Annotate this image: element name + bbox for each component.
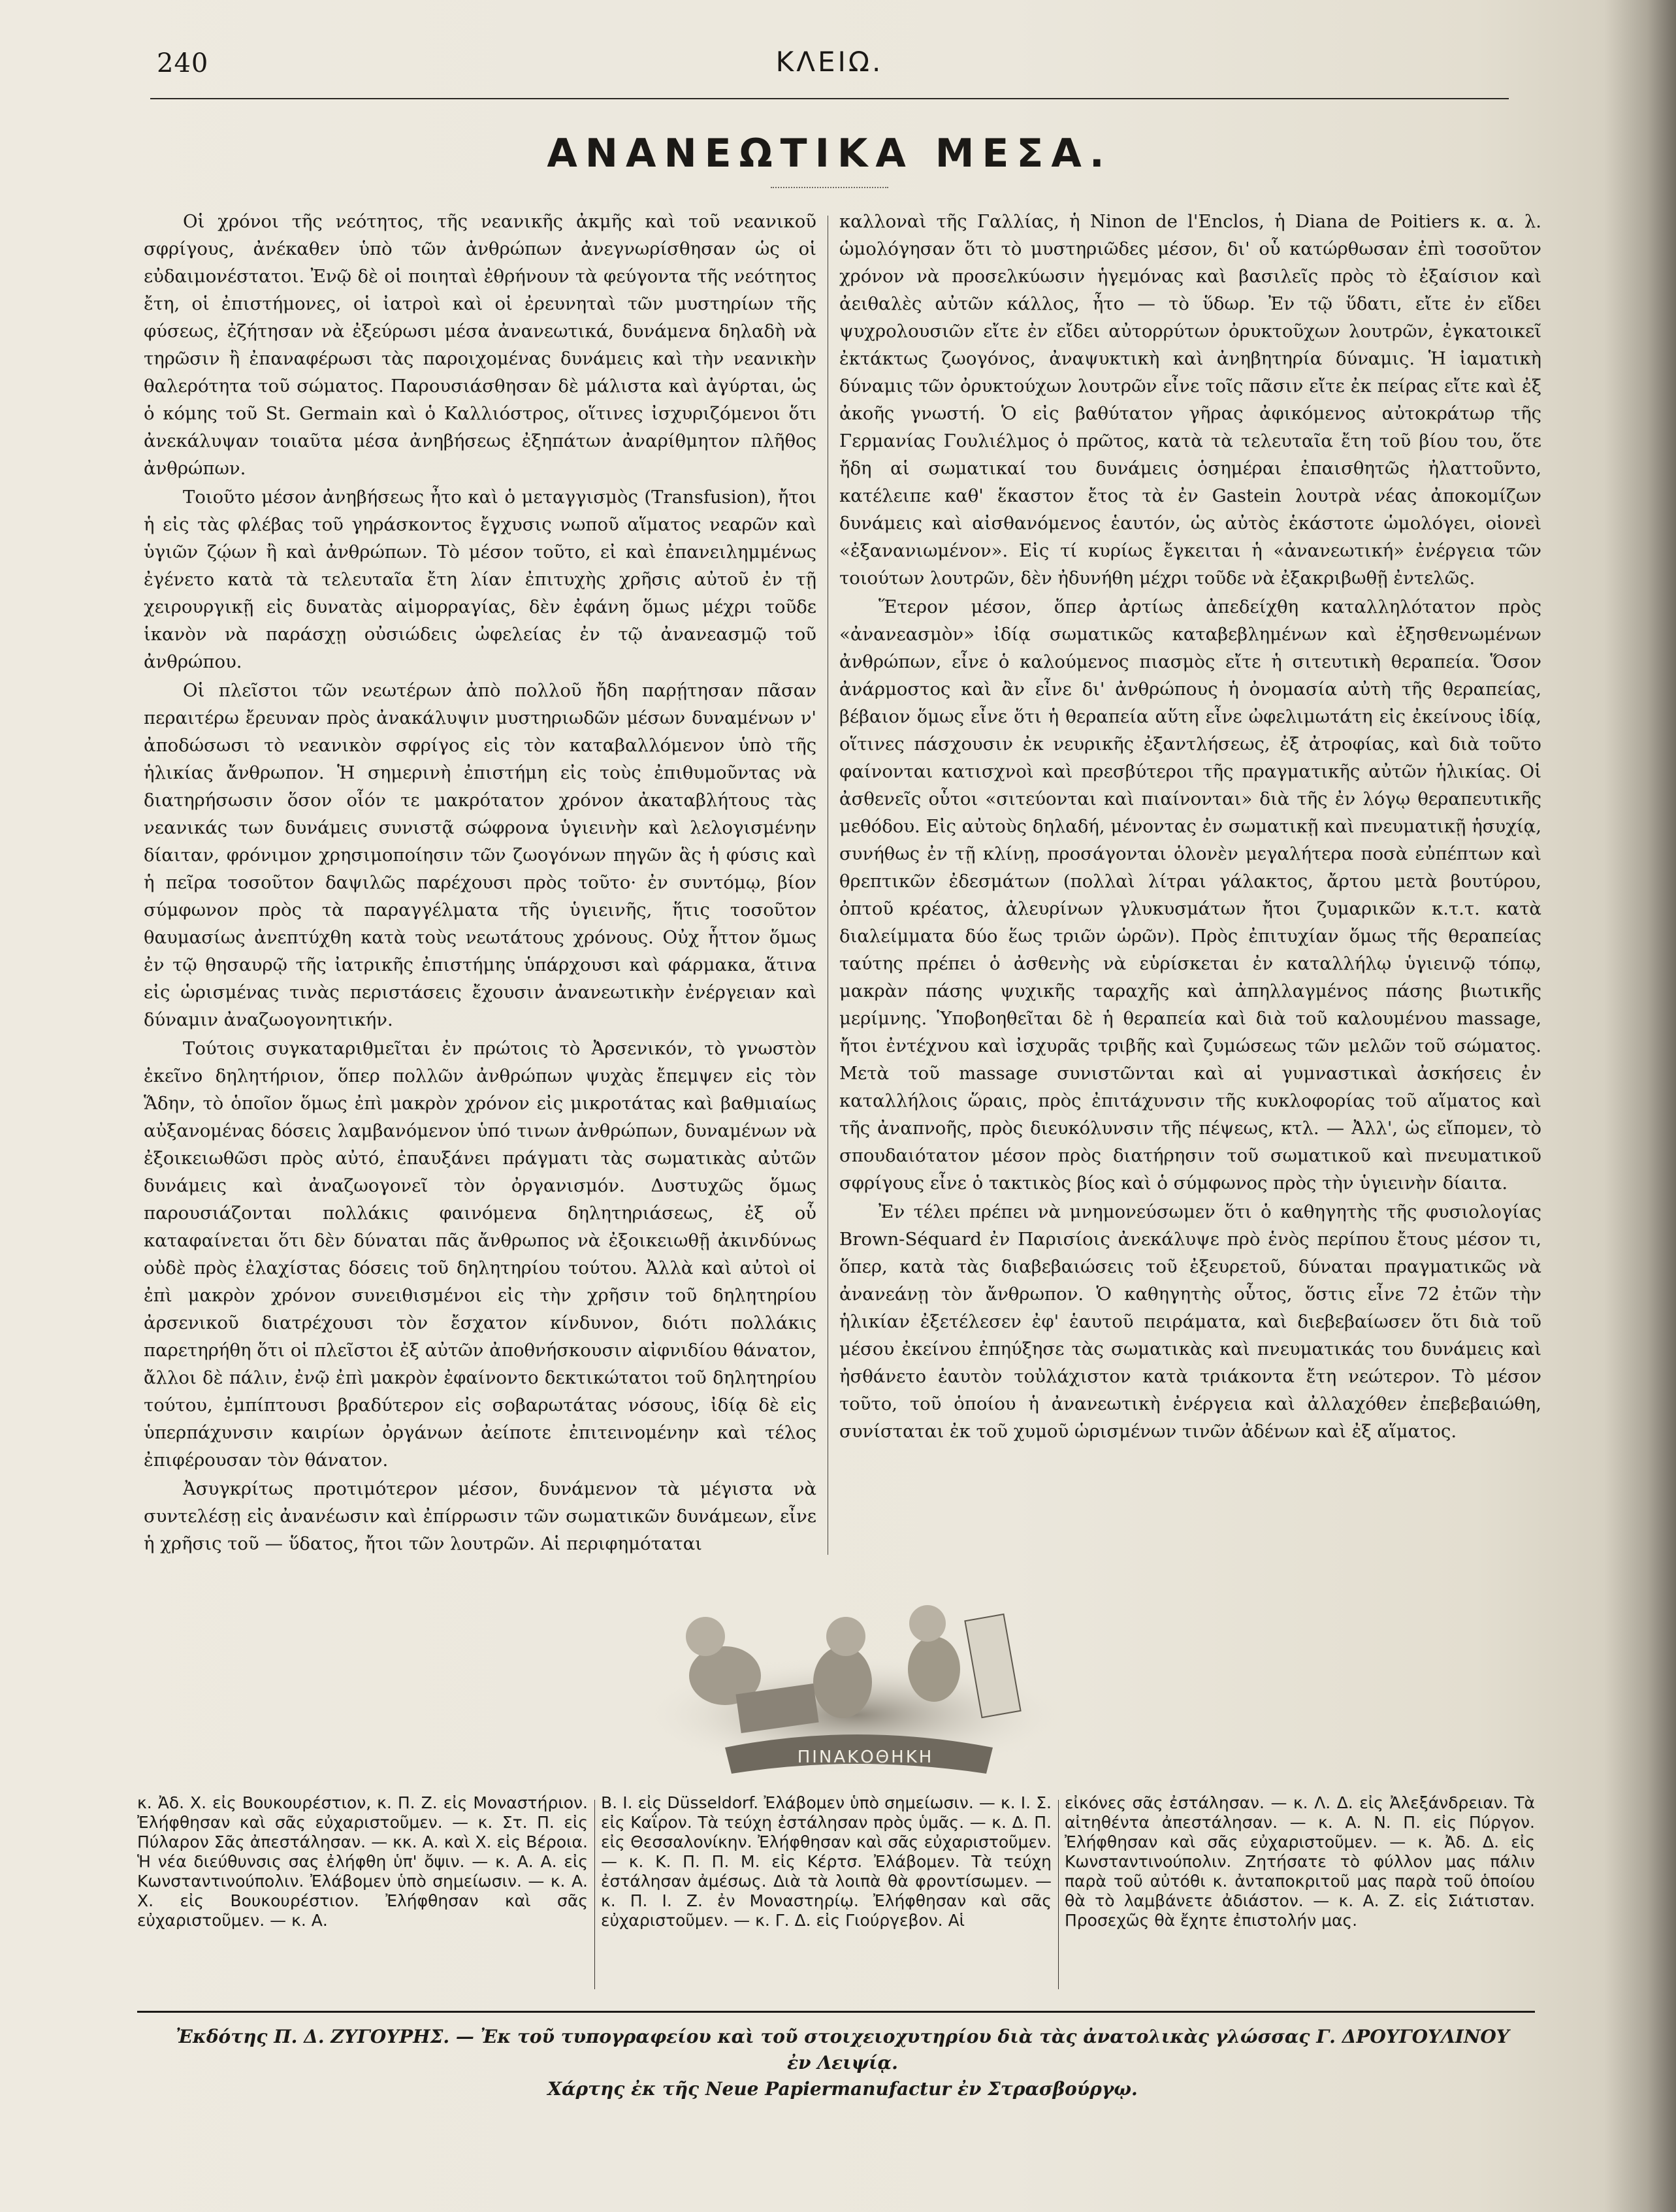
cherub-middle-icon bbox=[813, 1646, 872, 1718]
title-ornament bbox=[771, 187, 888, 188]
imprint-rule bbox=[137, 2011, 1535, 2013]
book-spine-shadow bbox=[1604, 0, 1676, 2212]
paragraph: Ἕτερον μέσον, ὅπερ ἀρτίως ἀπεδείχθη καταλληλότατον πρὸς «ἀνανεασμὸν» ἰδίᾳ σωματικῶς καταβεβλημένων καὶ ἐξησθενωμένων ἀνθρώπων, εἶνε ὁ καλούμενος πιασμὸς εἴτε ἡ σιτευτικὴ θεραπεία. Ὅσον ἀνάρμοστος καὶ ἂν εἶνε δι' ἀνθρώπους ἡ ὀνομασία αὐτὴ τῆς θεραπείας, βέβαιον ὅμως εἶνε ὅτι ἡ θεραπεία αὕτη εἶνε ὠφελιμωτάτη εἰς ἐκείνους ἰδίᾳ, οἵτινες πάσχουσιν ἐκ νευρικῆς ἐξαντλήσεως, ἐξ ἀτροφίας, καὶ διὰ τοῦτο φαίνονται κατισχνοὶ καὶ πρεσβύτεροι τῆς πραγματικῆς αὐτῶν ἡλικίας. Οἱ ἀσθενεῖς οὗτοι «σιτεύονται καὶ πιαίνονται» διὰ τῆς ἐν λόγῳ θεραπευτικῆς μεθόδου. Εἰς αὐτοὺς δηλαδή, μένοντας ἐν σωματικῇ καὶ πνευματικῇ ἡσυχίᾳ, συνήθως ἐν τῇ κλίνῃ, προσάγονται ὁλονὲν μεγαλήτερα ποσὰ εὐπέπτων καὶ θρεπτικῶν ἐδεσμάτων (πολλαὶ λίτραι γάλακτος, ἄρτου μετὰ βουτύρου, ὀπτοῦ κρέατος, ἀλευρίνων γλυκυσμάτων ἤτοι ζυμαρικῶν κ.τ.τ. κατὰ διαλείμματα δύο ἕως τριῶν ὡρῶν). Πρὸς ἐπιτυχίαν ὅμως τῆς θεραπείας ταύτης πρέπει ὁ ἀσθενὴς νὰ εὑρίσκεται ἐν καταλλήλῳ ὑγιεινῷ τόπῳ, μακρὰν πάσης ψυχικῆς ταραχῆς καὶ ἀπηλλαγμένος πάσης βιωτικῆς μερίμνης. Ὑποβοηθεῖται δὲ ἡ θεραπεία καὶ διὰ τοῦ καλουμένου massage, ἤτοι ἐντέχνου καὶ ἰσχυρᾶς τριβῆς καὶ ζυμώσεως τῶν μελῶν τοῦ σώματος. Μετὰ τοῦ massage συνιστῶνται καὶ αἱ γυμναστικαὶ ἀσκήσεις ἐν καταλλήλοις ὥραις, πρὸς ἐπιτάχυνσιν τῆς κυκλοφορίας τοῦ αἵματος καὶ τῆς ἀναπνοῆς, πρὸς διευκόλυνσιν τῆς πέψεως, κτλ. — Ἀλλ', ὡς εἴπομεν, τὸ σπουδαιότατον μέσον πρὸς διατήρησιν τοῦ σωματικοῦ καὶ πνευματικοῦ σφρίγους εἶνε ὁ τακτικὸς βίος καὶ ὁ σύμφωνος πρὸς τὴν ὑγιεινὴν δίαιτα. bbox=[839, 596, 1541, 1194]
paragraph: Ἀσυγκρίτως προτιμότερον μέσον, δυνάμενον τὰ μέγιστα νὰ συντελέσῃ εἰς ἀνανέωσιν καὶ ἐπίρρωσιν τῶν σωματικῶν δυνάμεων, εἶνε ἡ χρῆσις τοῦ — ὕδατος, ἤτοι τῶν λουτρῶν. Αἱ περιφημόταται bbox=[144, 1478, 816, 1554]
paragraph: Οἱ χρόνοι τῆς νεότητος, τῆς νεανικῆς ἀκμῆς καὶ τοῦ νεανικοῦ σφρίγους, ἀνέκαθεν ὑπὸ τῶν ἀνθρώπων ἀνεγνωρίσθησαν ὡς οἱ εὐδαιμονέστατοι. Ἐνῷ δὲ οἱ ποιηταὶ ἐθρήνουν τὰ φεύγοντα τῆς νεότητος ἔτη, οἱ ἐπιστήμονες, οἱ ἰατροὶ καὶ οἱ ἐρευνηταὶ τῶν μυστηρίων τῆς φύσεως, ἐζήτησαν νὰ ἐξεύρωσι μέσα ἀνανεωτικά, δυνάμενα δηλαδὴ νὰ τηρῶσιν ἢ ἐπαναφέρωσι τὰς παροιχομένας δυνάμεις καὶ τὴν νεανικὴν θαλερότητα τοῦ σώματος. Παρουσιάσθησαν δὲ μάλιστα καὶ ἀγύρται, ὡς ὁ κόμης τοῦ St. Germain καὶ ὁ Καλλιόστρος, οἵτινες ἰσχυριζόμενοι ὅτι ἀνεκάλυψαν τοιαῦτα μέσα ἀνηβήσεως ἐξηπάτων ἀναρίθμητον πλῆθος ἀνθρώπων. bbox=[144, 211, 816, 479]
correspondence-column: εἰκόνες σᾶς ἐστάλησαν. — κ. Λ. Δ. εἰς Ἀλεξάνδρειαν. Τὰ αἰτηθέντα ἀπεστάλησαν. — κ. Α. Ν. Π. εἰς Πύργον. Ἐλήφθησαν καὶ σᾶς εὐχαριστοῦμεν. — κ. Ἀδ. Δ. εἰς Κωνσταντινούπολιν. Ζητήσατε τὸ φύλλον μας πάλιν παρὰ τοῦ αὐτόθι κ. ἀνταποκριτοῦ μας παρὰ τοῦ ὁποίου θὰ τὸ λαμβάνετε ἀδιάστον. — κ. Α. Ζ. εἰς Σιάτισταν. Προσεχῶς θὰ ἔχητε ἐπιστολήν μας. bbox=[1065, 1793, 1535, 1930]
cherub-right-head-icon bbox=[909, 1605, 946, 1642]
page-header bbox=[150, 39, 1509, 99]
left-column bbox=[144, 208, 816, 1559]
paragraph: καλλοναὶ τῆς Γαλλίας, ἡ Ninon de l'Enclos, ἡ Diana de Poitiers κ. α. λ. ὡμολόγησαν ὅτι τὸ μυστηριῶδες μέσον, δι' οὗ κατώρθωσαν ἐπὶ τοσοῦτον χρόνον νὰ προσελκύωσιν ἡγεμόνας καὶ βασιλεῖς πρὸς τὸ ἐξαίσιον καὶ ἀειθαλὲς αὐτῶν κάλλος, ἦτο — τὸ ὕδωρ. Ἐν τῷ ὕδατι, εἴτε ἐν εἴδει ψυχρολουσιῶν εἴτε ἐν εἴδει αὐτορρύτων ὀρυκτοῦχων λουτρῶν, ἐγκατοικεῖ ἐκτάκτως ζωογόνος, ἀναψυκτικὴ καὶ ἀνηβητηρία δύναμις. Ἡ ἰαματικὴ δύναμις τῶν ὀρυκτούχων λουτρῶν εἶνε τοῖς πᾶσιν εἴτε ἐκ πείρας εἴτε καὶ ἐξ ἀκοῆς γνωστή. Ὁ εἰς βαθύτατον γῆρας ἀφικόμενος αὐτοκράτωρ τῆς Γερμανίας Γουλιέλμος ὁ πρῶτος, κατὰ τὰ τελευταῖα ἔτη τοῦ βίου του, ὅτε ἤδη αἱ σωματικαί του δυνάμεις ὁσημέραι ἐπαισθητῶς ἠλαττοῦντο, κατέλειπε καθ' ἕκαστον ἔτος τὰ ἐν Gastein λουτρὰ νέας ἀποκομίζων δυνάμεις καὶ αἰσθανόμενος ἑαυτόν, ὡς αὐτὸς ἑκάστοτε ὡμολόγει, οἱονεὶ «ἐξανανιωμένον». Εἰς τί κυρίως ἔγκειται ἡ «ἀνανεωτική» ἐνέργεια τῶν τοιούτων λουτρῶν, δὲν ἠδυνήθη μέχρι τοῦδε νὰ ἐξακριβωθῇ ἐντελῶς. bbox=[839, 211, 1541, 589]
running-head: ΚΛΕΙΩ. bbox=[775, 46, 884, 78]
paragraph: Τοιοῦτο μέσον ἀνηβήσεως ἦτο καὶ ὁ μεταγγισμὸς (Transfusion), ἤτοι ἡ εἰς τὰς φλέβας τοῦ γηράσκοντος ἔγχυσις νωποῦ αἵματος νεαρῶν καὶ ὑγιῶν ζῴων ἢ καὶ ἀνθρώπων. Τὸ μέσον τοῦτο, εἰ καὶ ἐπανειλημμένως ἐγένετο κατὰ τὰ τελευταῖα ἔτη λίαν ἐπιτυχὴς χρῆσις αὐτοῦ ἐν τῇ χειρουργικῇ εἰς δυνατὰς αἱμορραγίας, δὲν ἐφάνη ὅμως μέχρι τοῦδε ἱκανὸν νὰ παράσχῃ οὐσιώδεις ὠφελείας ἐν τῷ ἀνανεασμῷ τοῦ ἀνθρώπου. bbox=[144, 487, 816, 672]
correspondence-column: κ. Ἀδ. Χ. εἰς Βουκουρέστιον, κ. Π. Ζ. εἰς Μοναστήριον. Ἐλήφθησαν καὶ σᾶς εὐχαριστοῦμεν. — κ. Στ. Π. εἰς Πύλαρον Σᾶς ἀπεστάλησαν. — κκ. Α. καὶ Χ. εἰς Βέροια. Ἡ νέα διεύθυνσις σας ἐλήφθη ὑπ' ὄψιν. — κ. Α. Α. εἰς Κωνσταντινούπολιν. Ἐλάβομεν ὑπὸ σημείωσιν. — κ. Α. Χ. εἰς Βουκουρέστιον. Ἐλήφθησαν καὶ σᾶς εὐχαριστοῦμεν. — κ. Α. bbox=[137, 1793, 588, 1930]
imprint bbox=[163, 2024, 1522, 2102]
column-rule bbox=[594, 1800, 595, 1989]
correspondence-section bbox=[137, 1793, 1535, 1989]
paragraph: Ἐν τέλει πρέπει νὰ μνημονεύσωμεν ὅτι ὁ καθηγητὴς τῆς φυσιολογίας Brown-Séquard ἐν Παρισίοις ἀνεκάλυψε πρὸ ἑνὸς περίπου ἔτους μέσον τι, ὅπερ, κατὰ τὰς διαβεβαιώσεις τοῦ ἐξευρετοῦ, δύναται πραγματικῶς νὰ ἀνανεάνῃ τὸν ἄνθρωπον. Ὁ καθηγητὴς οὗτος, ὅστις εἶνε 72 ἐτῶν τὴν ἡλικίαν ἐξετέλεσεν ἐφ' ἑαυτοῦ πειράματα, καὶ διεβεβαίωσεν ὅτι διὰ τοῦ μέσου ἐκείνου ἐπηύξησε τὰς σωματικὰς καὶ πνευματικάς του δυνάμεις καὶ ἠσθάνετο ἑαυτὸν τοὐλάχιστον κατὰ τριάκοντα ἔτη νεώτερον. Τὸ μέσον τοῦτο, τοῦ ὁποίου ἡ ἀνανεωτικὴ ἐνέργεια καὶ ἀλλαχόθεν ἐπεβεβαιώθη, συνίσταται ἐκ τοῦ χυμοῦ ὡρισμένων τινῶν ἀδένων καὶ ἐξ αἵματος. bbox=[839, 1201, 1541, 1442]
cherub-left-head-icon bbox=[686, 1617, 725, 1656]
cherub-right-icon bbox=[908, 1636, 960, 1702]
vignette-label: ΠΙΝΑΚΟΘΗΚΗ bbox=[797, 1748, 934, 1767]
article-title: ΑΝΑΝΕΩΤΙΚΑ ΜΕΣΑ. bbox=[547, 131, 1112, 176]
right-column bbox=[839, 208, 1541, 1446]
imprint-line: Χάρτης ἐκ τῆς Neue Papiermanufactur ἐν Στρασβούργῳ. bbox=[547, 2078, 1138, 2100]
paragraph: Τούτοις συγκαταριθμεῖται ἐν πρώτοις τὸ Ἀρσενικόν, τὸ γνωστὸν ἐκεῖνο δηλητήριον, ὅπερ πολλῶν ἀνθρώπων ψυχὰς ἔπεμψεν εἰς τὸν Ἅδην, τὸ ὁποῖον ὅμως ἐπὶ μακρὸν χρόνον εἰς μικροτάτας καὶ βαθμιαίως αὐξανομένας δόσεις λαμβανόμενον ὑπό τινων ἀνθρώπων, δυναμένων νὰ ἐξοικειωθῶσι πρὸς αὐτό, ἐπαυξάνει πράγματι τὰς σωματικὰς αὐτῶν δυνάμεις καὶ ἀναζωογονεῖ τὸν ὀργανισμόν. Δυστυχῶς ὅμως παρουσιάζονται πολλάκις φαινόμενα δηλητηριάσεως, ἐξ οὗ καταφαίνεται ὅτι δὲν δύναται πᾶς ἄνθρωπος νὰ ἐξοικειωθῇ ἀκινδύνως οὐδὲ πρὸς ἐλαχίστας δόσεις τοῦ δηλητηρίου τούτου. Ἀλλὰ καὶ αὐτοὶ οἱ ἐπὶ μακρὸν χρόνον συνειθισμένοι εἰς τὴν χρῆσιν τοῦ δηλητηρίου ἀρσενικοῦ διατρέχουσι τὸν ἔσχατον κίνδυνον, διότι πολλάκις παρετηρήθη ὅτι οἱ πλεῖστοι ἐξ αὐτῶν ἀποθνήσκουσιν αἰφνιδίου θάνατον, ἄλλοι δὲ πάλιν, ἐνῷ ἐπὶ μακρὸν ἐφαίνοντο δεκτικώτατοι τοῦ δηλητηρίου τούτου, ἐμπίπτουσι βραδύτερον εἰς σοβαρωτάτας νόσους, ἰδίᾳ δὲ εἰς ὑπερπάχυνσιν καιρίων ὀργάνων ἀείποτε ἐπιτεινομένην καὶ τέλος ἐπιφέρουσαν τὸν θάνατον. bbox=[144, 1038, 816, 1471]
pinakotheke-vignette bbox=[627, 1591, 1084, 1787]
imprint-line: Ἐκδότης Π. Δ. ΖΥΓΟΥΡΗΣ. — Ἐκ τοῦ τυπογραφείου καὶ τοῦ στοιχειοχυτηρίου διὰ τὰς ἀνατολικὰς γλώσσας Γ. ΔΡΟΥΓΟΥΛΙΝΟΥ ἐν Λειψίᾳ. bbox=[176, 2026, 1509, 2074]
correspondence-column: Β. Ι. εἰς Düsseldorf. Ἐλάβομεν ὑπὸ σημείωσιν. — κ. Ι. Σ. εἰς Καΐρον. Τὰ τεύχη ἐστάλησαν πρὸς ὑμᾶς. — κ. Δ. Π. εἰς Θεσσαλονίκην. Ἐλήφθησαν καὶ σᾶς εὐχαριστοῦμεν. — κ. Κ. Π. Π. Μ. εἰς Κέρτσ. Ἐλάβομεν. Τὰ τεύχη ἐστάλησαν ἀμέσως. Διὰ τὰ λοιπὰ θὰ φροντίσωμεν. — κ. Π. Ι. Ζ. ἐν Μοναστηρίῳ. Ἐλήφθησαν καὶ σᾶς εὐχαριστοῦμεν. — κ. Γ. Δ. εἰς Γιούργεβον. Αἱ bbox=[601, 1793, 1052, 1930]
column-rule bbox=[1058, 1800, 1059, 1989]
page-number: 240 bbox=[157, 48, 209, 78]
cherub-middle-head-icon bbox=[826, 1617, 865, 1656]
paragraph: Οἱ πλεῖστοι τῶν νεωτέρων ἀπὸ πολλοῦ ἤδη παρῄτησαν πᾶσαν περαιτέρω ἔρευναν πρὸς ἀνακάλυψιν μυστηριωδῶν μέσων δυναμένων ν' ἀποδώσωσι τὸ νεανικὸν σφρίγος εἰς τὸν καταβαλλόμενον ὑπὸ τῆς ἡλικίας ἄνθρωπον. Ἡ σημερινὴ ἐπιστήμη εἰς τοὺς ἐπιθυμοῦντας νὰ διατηρήσωσιν ὅσον οἷόν τε μακρότατον χρόνον ἀκαταβλήτους τὰς νεανικάς των δυνάμεις συνιστᾷ σώφρονα ὑγιεινὴν καὶ λελογισμένην δίαιταν, φρόνιμον χρησιμοποίησιν τῶν ζωογόνων πηγῶν ἃς ἡ φύσις καὶ ἡ πεῖρα τοσοῦτον δαψιλῶς παρέχουσι πρὸς τοῦτο· ἐν συντόμῳ, βίον σύμφωνον πρὸς τὰ παραγγέλματα τῆς ὑγιεινῆς, ἥτις τοσοῦτον θαυμασίως ἀνεπτύχθη κατὰ τοὺς νεωτάτους χρόνους. Οὐχ ἧττον ὅμως ἐν τῷ θησαυρῷ τῆς ἰατρικῆς ἐπιστήμης ὑπάρχουσι καὶ φάρμακα, ἅτινα εἰς ὡρισμένας τινὰς περιστάσεις ἔχουσιν ἀνανεωτικὴν ἐνέργειαν καὶ δύναμιν ἀναζωογονητικήν. bbox=[144, 680, 816, 1030]
